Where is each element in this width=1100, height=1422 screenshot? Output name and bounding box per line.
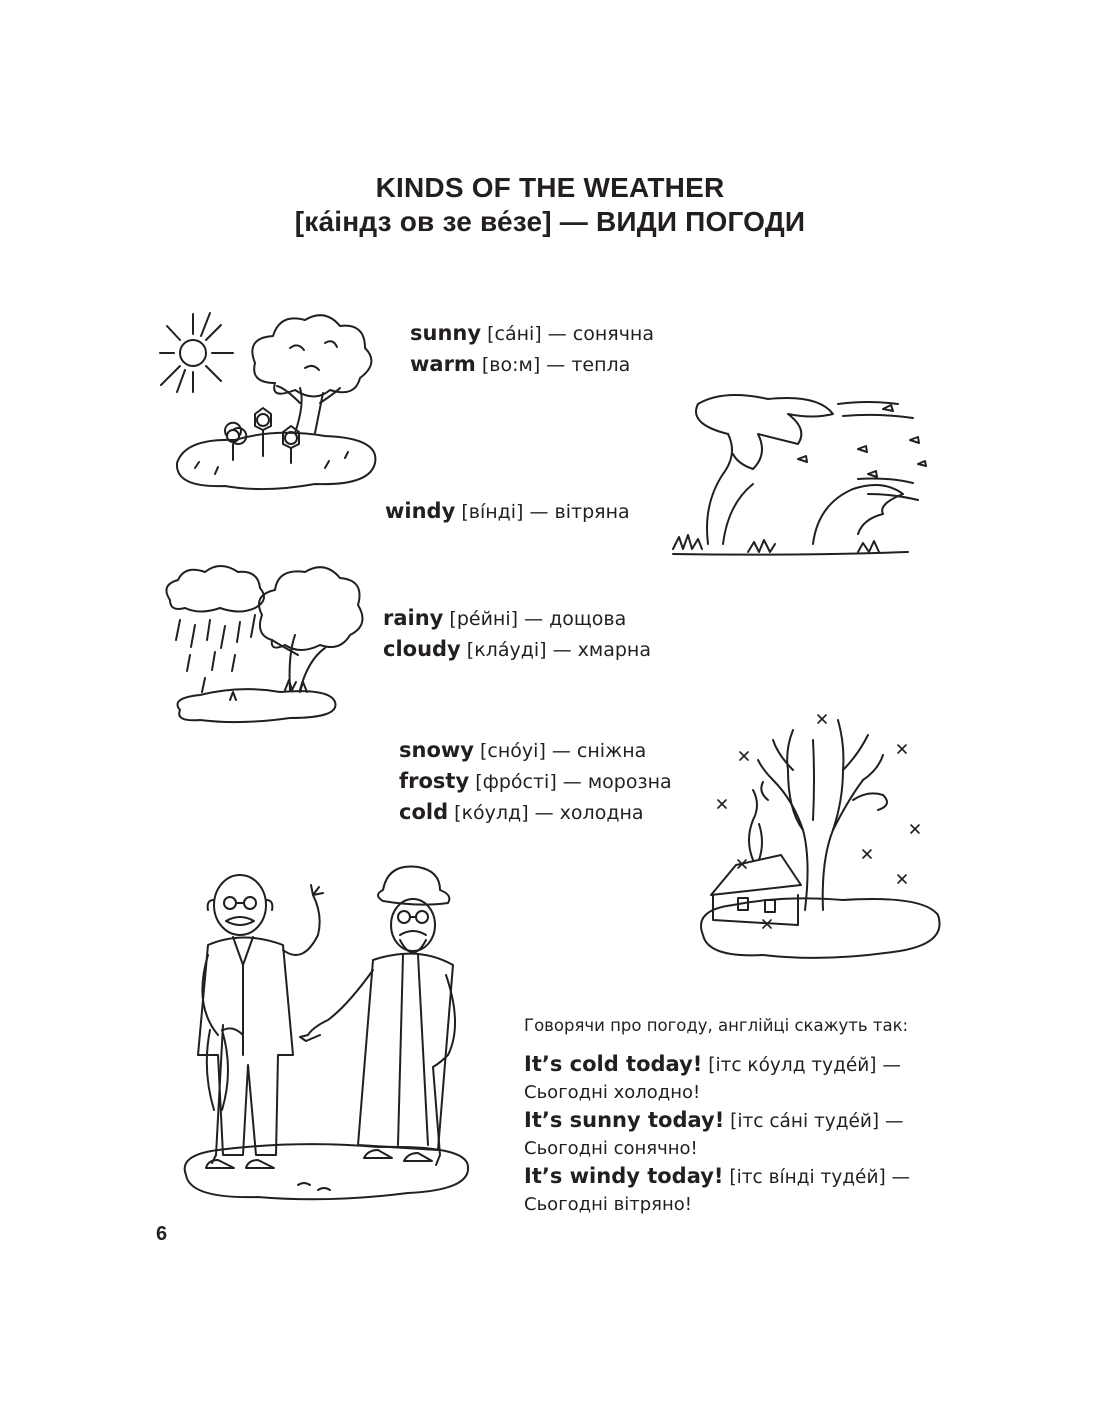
phrase-transcription: [ітс са́ні туде́й] — — [730, 1111, 904, 1132]
transcription-translation: [ре́йні] — дощова — [449, 608, 627, 630]
winter-tree-house-icon — [693, 700, 948, 970]
sun-tree-flowers-icon — [155, 308, 395, 498]
phrase-translation: Сьогодні холодно! — [524, 1082, 701, 1103]
vocab-item — [399, 766, 672, 797]
english-word: cloudy — [383, 637, 461, 661]
vocab-item — [410, 318, 654, 349]
english-phrase: It’s cold today! — [524, 1052, 703, 1076]
vocab-item — [385, 496, 630, 527]
english-word: frosty — [399, 769, 470, 793]
conversation-phrases — [524, 1016, 910, 1219]
transcription-translation: [фро́сті] — морозна — [475, 771, 672, 793]
vocab-item — [383, 603, 651, 634]
english-word: warm — [410, 352, 476, 376]
page-subtitle: [ка́індз ов зе ве́зе] — ВИДИ ПОГОДИ — [294, 206, 806, 237]
phrase-item — [524, 1163, 910, 1219]
transcription-translation: [са́ні] — сонячна — [487, 323, 655, 345]
rain-cloud-tree-icon — [160, 560, 370, 730]
wind-bent-tree-icon — [668, 384, 943, 564]
english-phrase: It’s sunny today! — [524, 1108, 725, 1132]
vocab-group-rainy-cloudy — [383, 603, 651, 665]
vocab-group-windy — [385, 496, 630, 527]
vocab-group-sunny-warm — [410, 318, 654, 380]
vocab-item — [399, 797, 672, 828]
vocab-item — [383, 634, 651, 665]
phrase-translation: Сьогодні вітряно! — [524, 1194, 692, 1215]
page-title: KINDS OF THE WEATHER — [375, 172, 725, 203]
english-word: windy — [385, 499, 456, 523]
conversation-intro: Говорячи про погоду, англійці скажуть так: — [524, 1016, 909, 1035]
phrase-item — [524, 1107, 910, 1163]
phrase-transcription: [ітс ві́нді туде́й] — — [729, 1167, 911, 1188]
page-number: 6 — [156, 1223, 168, 1245]
transcription-translation: [сно́уі] — сніжна — [480, 740, 647, 762]
vocab-group-snowy-frosty-cold — [399, 735, 672, 828]
english-phrase: It’s windy today! — [524, 1164, 724, 1188]
transcription-translation: [кла́уді] — хмарна — [466, 639, 651, 661]
english-word: rainy — [383, 606, 444, 630]
phrase-item — [524, 1051, 910, 1107]
english-word: snowy — [399, 738, 474, 762]
phrase-translation: Сьогодні сонячно! — [524, 1138, 698, 1159]
two-gentlemen-talking-icon — [178, 855, 478, 1215]
english-word: sunny — [410, 321, 482, 345]
transcription-translation: [во:м] — тепла — [481, 354, 631, 376]
vocab-item — [410, 349, 654, 380]
english-word: cold — [399, 800, 449, 824]
transcription-translation: [ко́улд] — холодна — [454, 802, 644, 824]
transcription-translation: [ві́нді] — вітряна — [461, 501, 630, 523]
vocab-item — [399, 735, 672, 766]
phrase-transcription: [ітс ко́улд туде́й] — — [708, 1055, 901, 1076]
